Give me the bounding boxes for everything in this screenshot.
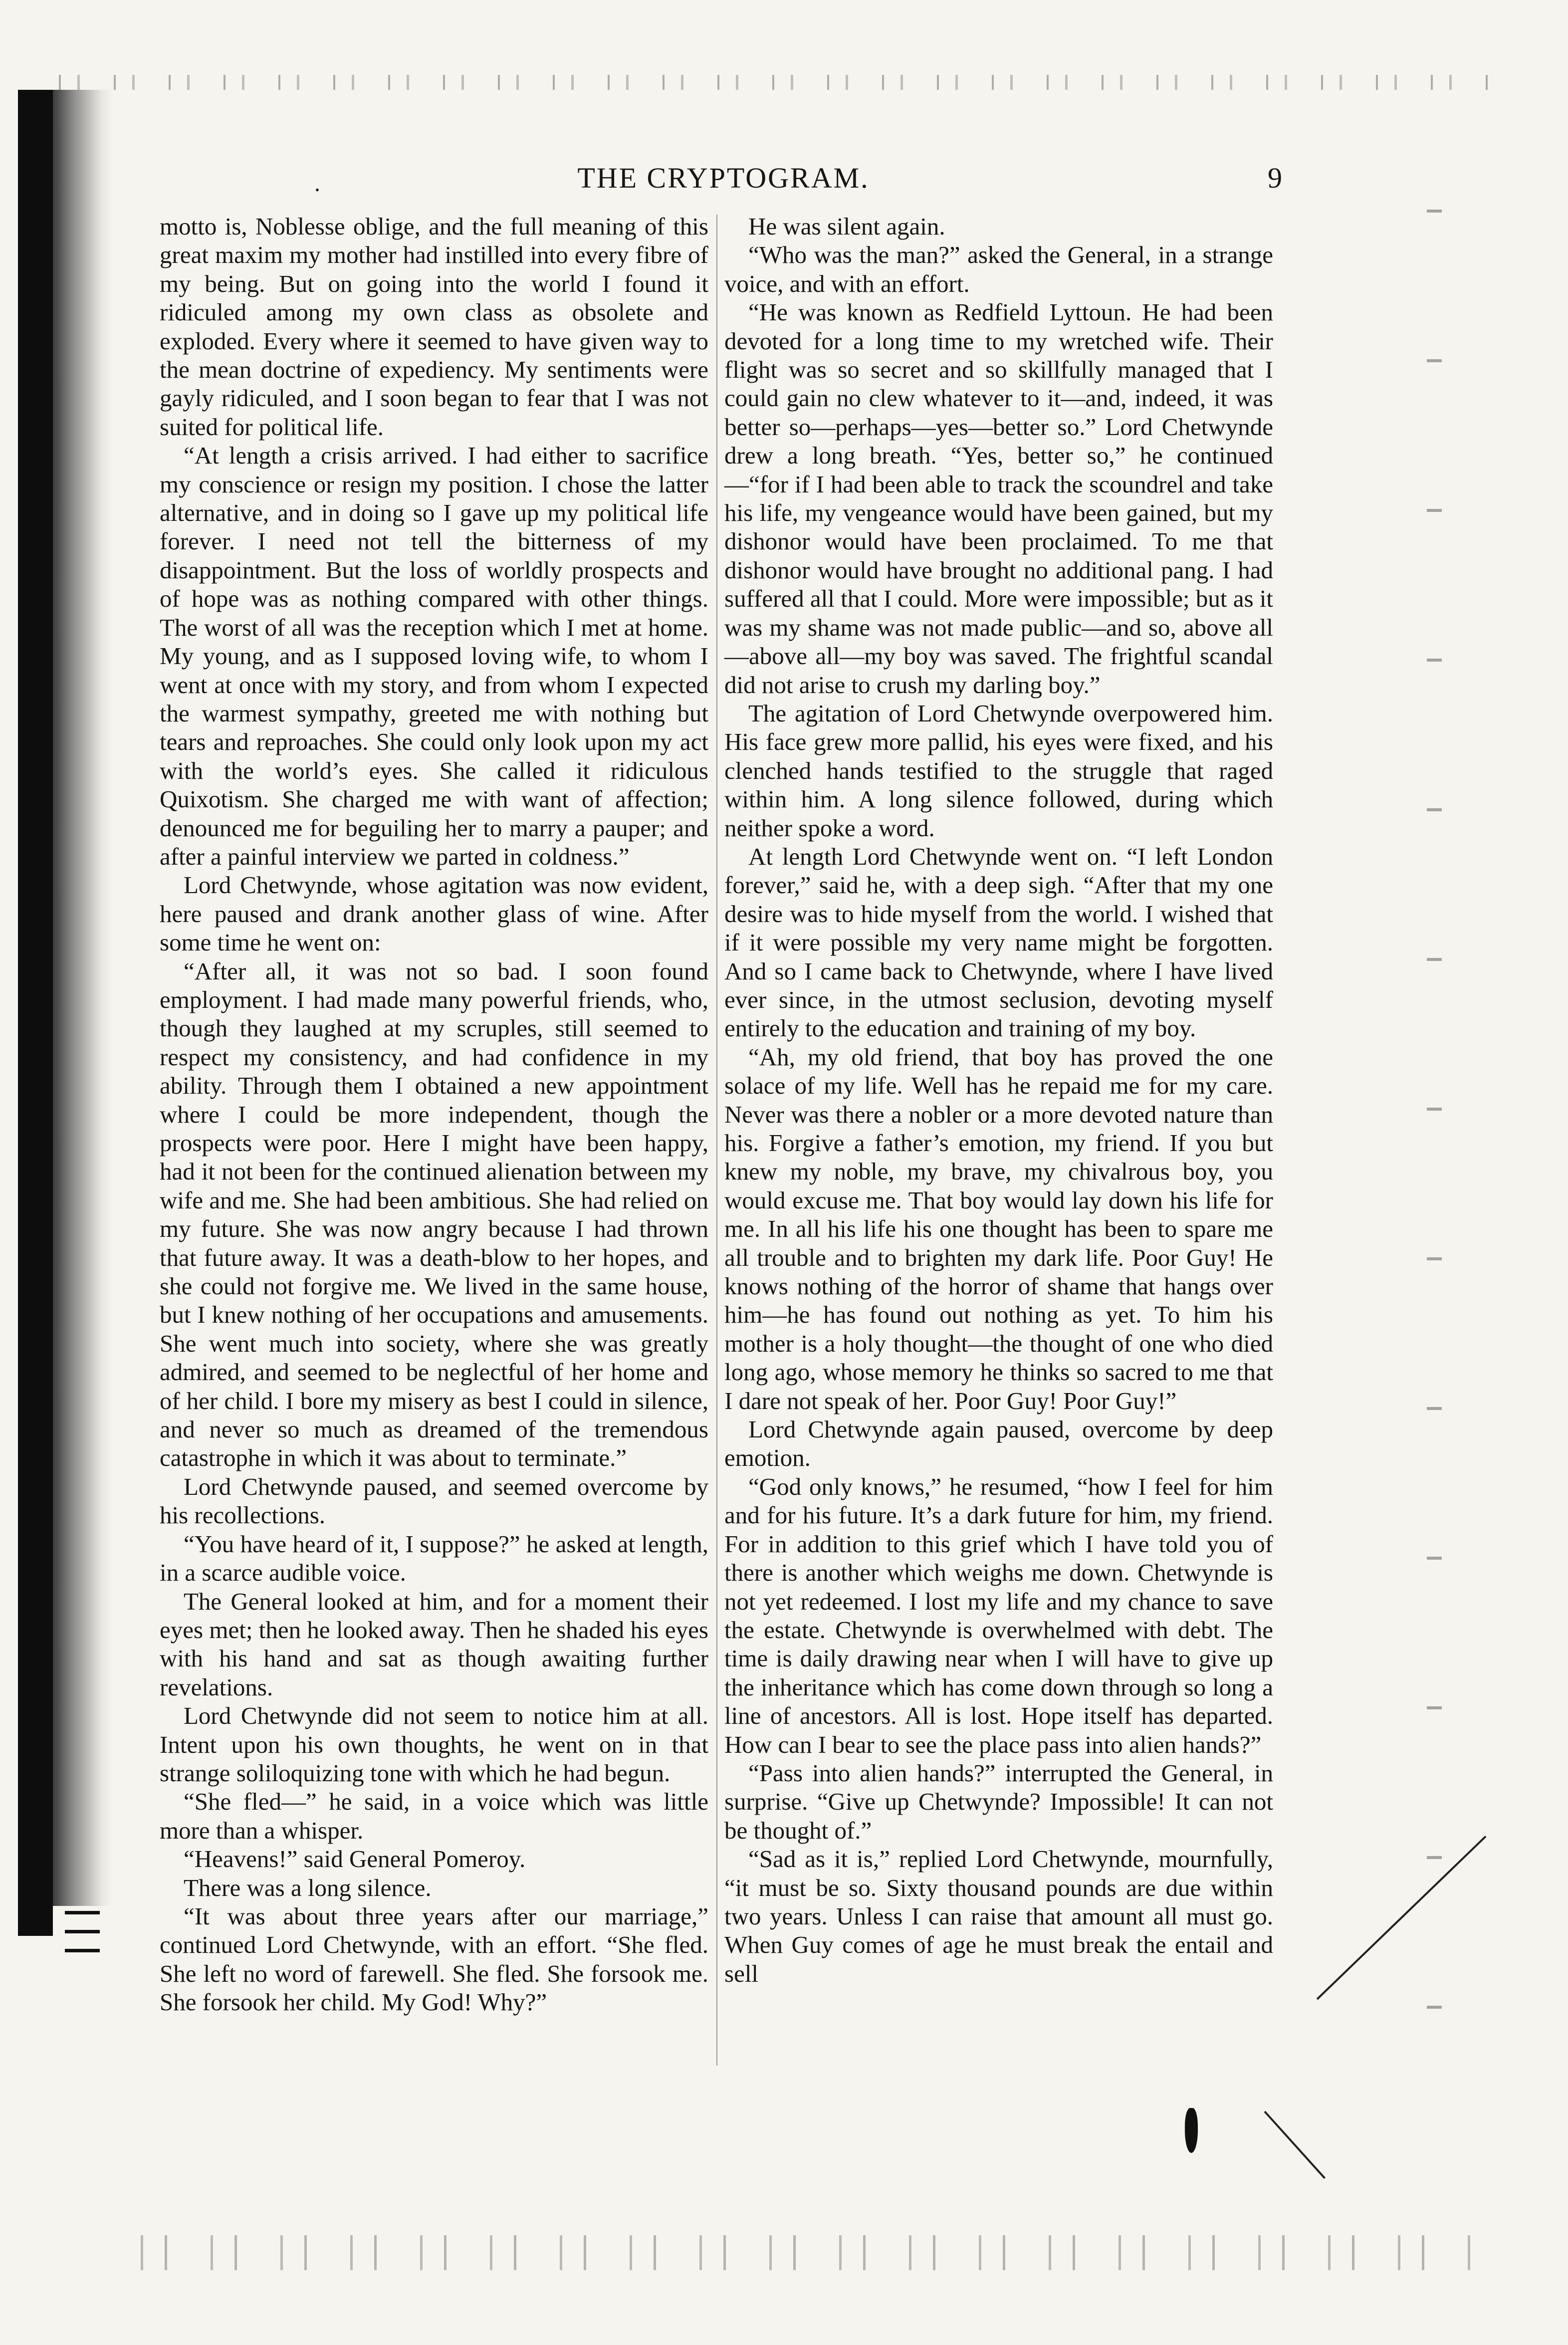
right-column [724, 212, 1273, 1988]
scan-edge-fade [53, 90, 113, 1906]
page-number: 9 [1268, 162, 1282, 194]
paragraph: “Pass into alien hands?” interrupted the General, in surprise. “Give up Chetwynde? Impossible! It can not be thought of.” [724, 1759, 1273, 1844]
scan-stray-line [1264, 2111, 1326, 2179]
paragraph: The General looked at him, and for a moment their eyes met; then he looked away. Then he shaded his eyes with his hand and sat as though awaiting further revelations. [160, 1587, 708, 1701]
paragraph: The agitation of Lord Chetwynde overpowered him. His face grew more pallid, his eyes were fixed, and his clenched hands testified to the struggle that raged within him. A long silence followed, during which neither spoke a word. [724, 699, 1273, 842]
paragraph: “It was about three years after our marriage,” continued Lord Chetwynde, with an effort. “She fled. She left no word of farewell. She fled. She forsook me. She forsook her child. My God! Why?” [160, 1902, 708, 2016]
paragraph: Lord Chetwynde, whose agitation was now evident, here paused and drank another glass of wine. After some time he went on: [160, 871, 708, 956]
paragraph: “He was known as Redfield Lyttoun. He had been devoted for a long time to my wretched wife. Their flight was so secret and so skillfully managed that I could gain no clew whatever to it—and, indeed, it was better so—perhaps—yes—better so.” Lord Chetwynde drew a long breath. “Yes, better so,” he continued —“for if I had been able to track the scoundrel and take his life, my vengeance would have been gained, but my dishonor would have been proclaimed. To me that dishonor would have brought no additional pang. I had suffered all that I could. More were impossible; but as it was my shame was not made public—and so, above all—above all—my boy was saved. The frightful scandal did not arise to crush my darling boy.” [724, 298, 1273, 699]
paragraph: “Ah, my old friend, that boy has proved the one solace of my life. Well has he repaid me for my care. Never was there a nobler or a more devoted nature than his. Forgive a father’s emotion, my friend. If you but knew my noble, my brave, my chivalrous boy, you would excuse me. That boy would lay down his life for me. In all his life his one thought has been to spare me all trouble and to brighten my dark life. Poor Guy! He knows nothing of the horror of shame that hangs over him—he has found out nothing as yet. To him his mother is a holy thought—the thought of one who died long ago, whose memory he thinks so sacred to me that I dare not speak of her. Poor Guy! Poor Guy!” [724, 1043, 1273, 1414]
paragraph: He was silent again. [748, 213, 945, 240]
header-mark: . [314, 170, 320, 197]
paragraph: At length Lord Chetwynde went on. “I left London forever,” said he, with a deep sigh. “After that my one desire was to hide myself from the world. I wished that if it were possible my very name might be forgotten. And so I came back to Chetwynde, where I have lived ever since, in the utmost seclusion, devoting myself entirely to the education and training of my boy. [724, 842, 1273, 1042]
column-divider [716, 215, 717, 2066]
paragraph: “At length a crisis arrived. I had either to sacrifice my conscience or resign my position. I chose the latter alternative, and in doing so I gave up my political life forever. I need not tell the bitterness of my disappointment. But the loss of worldly prospects and of hope was as nothing compared with other things. The worst of all was the reception which I met at home. My young, and as I supposed loving wife, to whom I went at once with my story, and from whom I expected the warmest sympathy, greeted me with nothing but tears and reproaches. She could only look upon my act with the world’s eyes. She called it ridiculous Quixotism. She charged me with want of affection; denounced me for beguiling her to marry a pauper; and after a painful interview we parted in coldness.” [160, 442, 708, 870]
paragraph: “After all, it was not so bad. I soon found employment. I had made many powerful friends, who, though they laughed at my scruples, still seemed to respect my consistency, and had confidence in my ability. Through them I obtained a new appointment where I could be more independent, though the prospects were poor. Here I might have been happy, had it not been for the continued alienation between my wife and me. She had been ambitious. She had relied on my future. She was now angry because I had thrown that future away. It was a death-blow to her hopes, and she could not forgive me. We lived in the same house, but I knew nothing of her occupations and amusements. She went much into society, where she was greatly admired, and seemed to be neglectful of her home and of her child. I bore my misery as best I could in silence, and never so much as dreamed of the tremendous catastrophe in which it was about to terminate.” [160, 957, 708, 1472]
scan-tick-mark [65, 1930, 100, 1933]
paragraph: “She fled—” he said, in a voice which was little more than a whisper. [160, 1788, 708, 1844]
paragraph: Lord Chetwynde again paused, overcome by deep emotion. [724, 1415, 1273, 1472]
paragraph: “You have heard of it, I suppose?” he asked at length, in a scarce audible voice. [160, 1530, 708, 1587]
paragraph: “God only knows,” he resumed, “how I feel for him and for his future. It’s a dark future for him, my friend. For in addition to this grief which I have told you of there is another which weighs me down. Chetwynde is not yet redeemed. I lost my life and my chance to save the estate. Chetwynde is overwhelmed with debt. The time is daily drawing near when I will have to give up the inheritance which has come down through so long a line of ancestors. All is lost. Hope itself has departed. How can I bear to see the place pass into alien hands?” [724, 1472, 1273, 1758]
scan-tick-mark [65, 1911, 100, 1914]
paragraph: “Sad as it is,” replied Lord Chetwynde, mournfully, “it must be so. Sixty thousand pounds are due within two years. Unless I can raise that amount all must go. When Guy comes of age he must break the entail and sell [724, 1845, 1273, 1987]
left-column [160, 212, 708, 2017]
paragraph: “Heavens!” said General Pomeroy. [184, 1845, 526, 1873]
paragraph: Lord Chetwynde did not seem to notice him at all. Intent upon his own thoughts, he went on in that strange soliloquizing tone with which he had begun. [160, 1702, 708, 1787]
scan-tick-mark [65, 1949, 100, 1952]
ink-blot [1185, 2108, 1198, 2153]
paragraph: There was a long silence. [184, 1874, 432, 1901]
scan-stray-line [1317, 1836, 1487, 2000]
running-header [165, 161, 1282, 196]
scan-noise-bottom [130, 2235, 1477, 2270]
scan-edge-shadow [18, 90, 53, 1936]
scan-noise-right [1427, 150, 1442, 2096]
paragraph: “Who was the man?” asked the General, in a strange voice, and with an effort. [724, 241, 1273, 297]
scan-noise-top [50, 75, 1497, 90]
paragraph: Lord Chetwynde paused, and seemed overcome by his recollections. [160, 1472, 708, 1529]
page-title: THE CRYPTOGRAM. [577, 162, 870, 194]
paragraph: motto is, Noblesse oblige, and the full meaning of this great maxim my mother had instilled into every fibre of my being. But on going into the world I found it ridiculed among my own class as obsolete and exploded. Every where it seemed to have given way to the mean doctrine of expediency. My sentiments were gayly ridiculed, and I soon began to fear that I was not suited for political life. [160, 213, 708, 441]
